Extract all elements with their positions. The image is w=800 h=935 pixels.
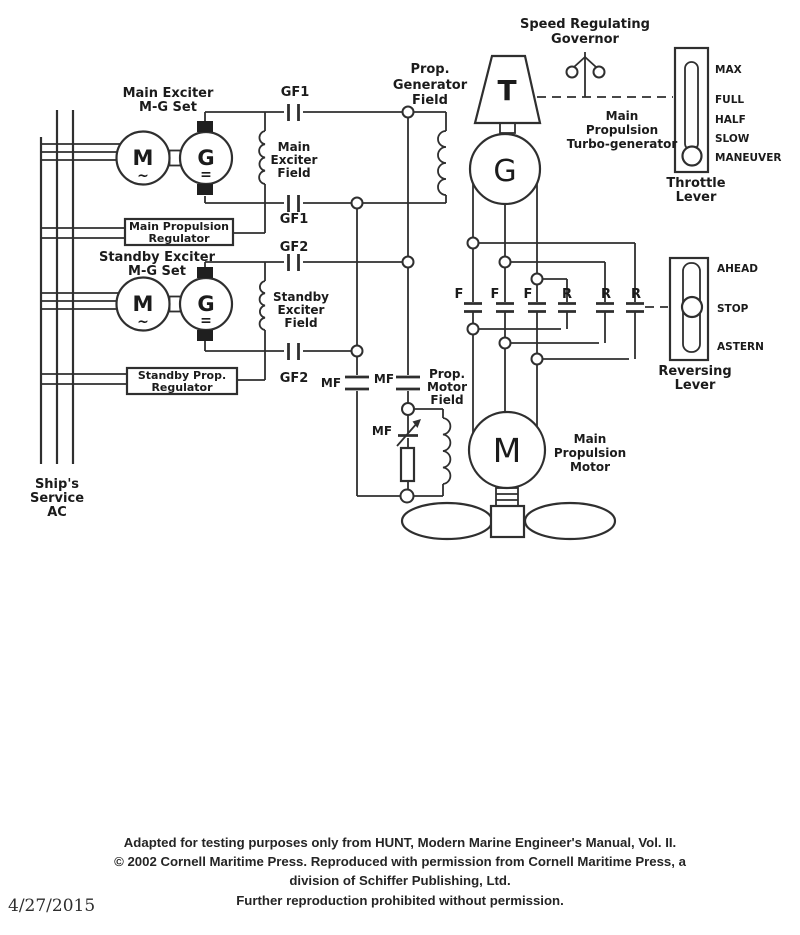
propeller-hub <box>491 506 524 537</box>
prop-generator-field-label-1: Prop. <box>410 62 450 77</box>
throttle-position-maneuver: MANEUVER <box>715 152 782 164</box>
main-exciter-motor-letter: M <box>132 146 154 170</box>
throttle-position-half: HALF <box>715 114 746 126</box>
main-exciter-field-label-1: Main <box>277 140 311 154</box>
ac-mark: ~ <box>137 168 149 184</box>
credit-line: Adapted for testing purposes only from HUNT, Modern Marine Engineer's Manual, Vol. II. <box>123 835 677 850</box>
ships-service-bus <box>41 110 73 464</box>
reversing-position-ahead: AHEAD <box>717 263 758 275</box>
brush-block <box>197 267 213 278</box>
r-contact-label-1: R <box>561 287 573 302</box>
dc-mark: = <box>200 167 212 183</box>
standby-propulsion-regulator <box>127 368 237 394</box>
standby-regulator-label-2: Regulator <box>151 381 213 394</box>
brush-block <box>197 184 213 195</box>
gf1-label-bottom: GF1 <box>279 212 309 227</box>
main-propulsion-motor <box>469 412 545 488</box>
dc-mark: = <box>200 313 212 329</box>
reversing-position-stop: STOP <box>717 303 749 315</box>
shaft-coupling <box>170 297 181 312</box>
standby-exciter-field-label-2: Exciter <box>277 303 325 317</box>
reversing-position-astern: ASTERN <box>717 341 764 353</box>
turbine-symbol <box>475 56 540 133</box>
propeller-blade-right <box>525 503 615 539</box>
motor-letter: M <box>492 431 522 470</box>
standby-exciter-field-coil <box>260 281 265 330</box>
turbo-generator-letter: G <box>493 154 517 189</box>
gf2-label-bottom: GF2 <box>279 371 309 386</box>
f-contact-label-2: F <box>490 287 500 302</box>
date-annotation: 4/27/2015 <box>8 896 96 916</box>
main-regulator-label-2: Regulator <box>148 232 210 245</box>
credit-text <box>0 833 800 910</box>
prop-generator-field-label-2: Generator <box>392 78 468 93</box>
throttle-lever-label-1: Throttle <box>666 176 726 191</box>
main-exciter-label-1: Main Exciter <box>122 86 214 101</box>
prop-generator-field-label-3: Field <box>412 93 448 108</box>
field-trunk-wiring <box>357 118 443 496</box>
main-exciter-field-coil <box>259 131 265 184</box>
main-motor-label-3: Motor <box>569 460 611 474</box>
credit-line: Further reproduction prohibited without permission. <box>236 892 564 908</box>
prop-motor-field-label-2: Motor <box>426 380 468 394</box>
gf1-label-top: GF1 <box>280 85 310 100</box>
throttle-knob <box>683 147 702 166</box>
prop-generator-field-coil <box>438 131 446 195</box>
reversing-lever-label-2: Lever <box>674 378 716 393</box>
standby-exciter-field-label-1: Standby <box>272 290 330 304</box>
mf-label-rheostat: MF <box>371 424 393 438</box>
main-motor-label-1: Main <box>573 432 607 446</box>
prop-motor-field-coil <box>443 418 450 484</box>
credit-line: division of Schiffer Publishing, Ltd. <box>289 873 511 889</box>
labels <box>30 17 677 520</box>
standby-exciter-generator-letter: G <box>197 292 215 316</box>
turbine-shaft <box>500 123 515 133</box>
standby-exciter-label-1: Standby Exciter <box>98 250 216 265</box>
forward-contacts <box>464 304 546 312</box>
motor-field-rheostat <box>397 419 421 481</box>
shaft-coupling <box>170 151 181 166</box>
main-motor-label-2: Propulsion <box>553 446 627 460</box>
standby-regulator-label-1: Standby Prop. <box>137 369 227 382</box>
speed-governor-symbol <box>567 52 605 97</box>
mf-label-left: MF <box>320 376 342 390</box>
turbo-gen-label-2: Propulsion <box>585 123 659 137</box>
throttle-lever <box>666 48 781 205</box>
armature-wiring <box>473 175 635 442</box>
reversing-knob <box>682 297 702 317</box>
ships-service-label-2: Service <box>29 491 85 506</box>
motor-field-resistor <box>401 448 414 481</box>
main-exciter-wiring <box>41 112 446 238</box>
reversing-lever <box>658 258 764 393</box>
gf2-label-top: GF2 <box>279 240 309 255</box>
standby-exciter-field-label-3: Field <box>284 316 318 330</box>
f-contact-label-1: F <box>454 287 464 302</box>
main-exciter-field-label-2: Exciter <box>270 153 318 167</box>
propeller-blade-left <box>402 503 492 539</box>
main-exciter-field-label-3: Field <box>277 166 311 180</box>
governor-label-1: Speed Regulating <box>520 17 650 32</box>
brush-block <box>197 121 213 132</box>
credit-line: © 2002 Cornell Maritime Press. Reproduced with permission from Cornell Maritime Press, a <box>114 854 686 870</box>
ships-service-label-1: Ship's <box>34 477 80 492</box>
throttle-position-slow: SLOW <box>715 133 750 145</box>
turbo-gen-label-3: Turbo-generator <box>566 137 678 151</box>
ships-service-label-3: AC <box>47 505 67 520</box>
main-exciter-generator-letter: G <box>197 146 215 170</box>
r-contact-label-2: R <box>600 287 612 302</box>
prop-motor-field-label-1: Prop. <box>428 367 466 381</box>
f-contact-label-3: F <box>523 287 533 302</box>
ac-mark: ~ <box>137 314 149 330</box>
throttle-lever-label-2: Lever <box>675 190 717 205</box>
standby-exciter-motor-letter: M <box>132 292 154 316</box>
turbo-gen-label-1: Main <box>605 109 639 123</box>
main-exciter-label-2: M-G Set <box>139 100 197 115</box>
turbine-letter: T <box>497 74 517 107</box>
r-contact-label-3: R <box>630 287 642 302</box>
throttle-position-full: FULL <box>715 94 745 106</box>
throttle-position-max: MAX <box>715 64 742 76</box>
governor-label-2: Governor <box>551 32 619 47</box>
prop-motor-field-label-3: Field <box>430 393 464 407</box>
brush-block <box>197 330 213 341</box>
mf-label-right: MF <box>373 372 395 386</box>
standby-exciter-label-2: M-G Set <box>128 264 186 279</box>
main-regulator-label-1: Main Propulsion <box>128 220 230 233</box>
propeller-shaft <box>496 488 518 506</box>
reverse-contacts <box>558 304 644 312</box>
main-exciter-mg-set <box>117 121 233 195</box>
main-propulsion-regulator <box>125 219 233 245</box>
reversing-lever-label-1: Reversing <box>658 364 732 379</box>
